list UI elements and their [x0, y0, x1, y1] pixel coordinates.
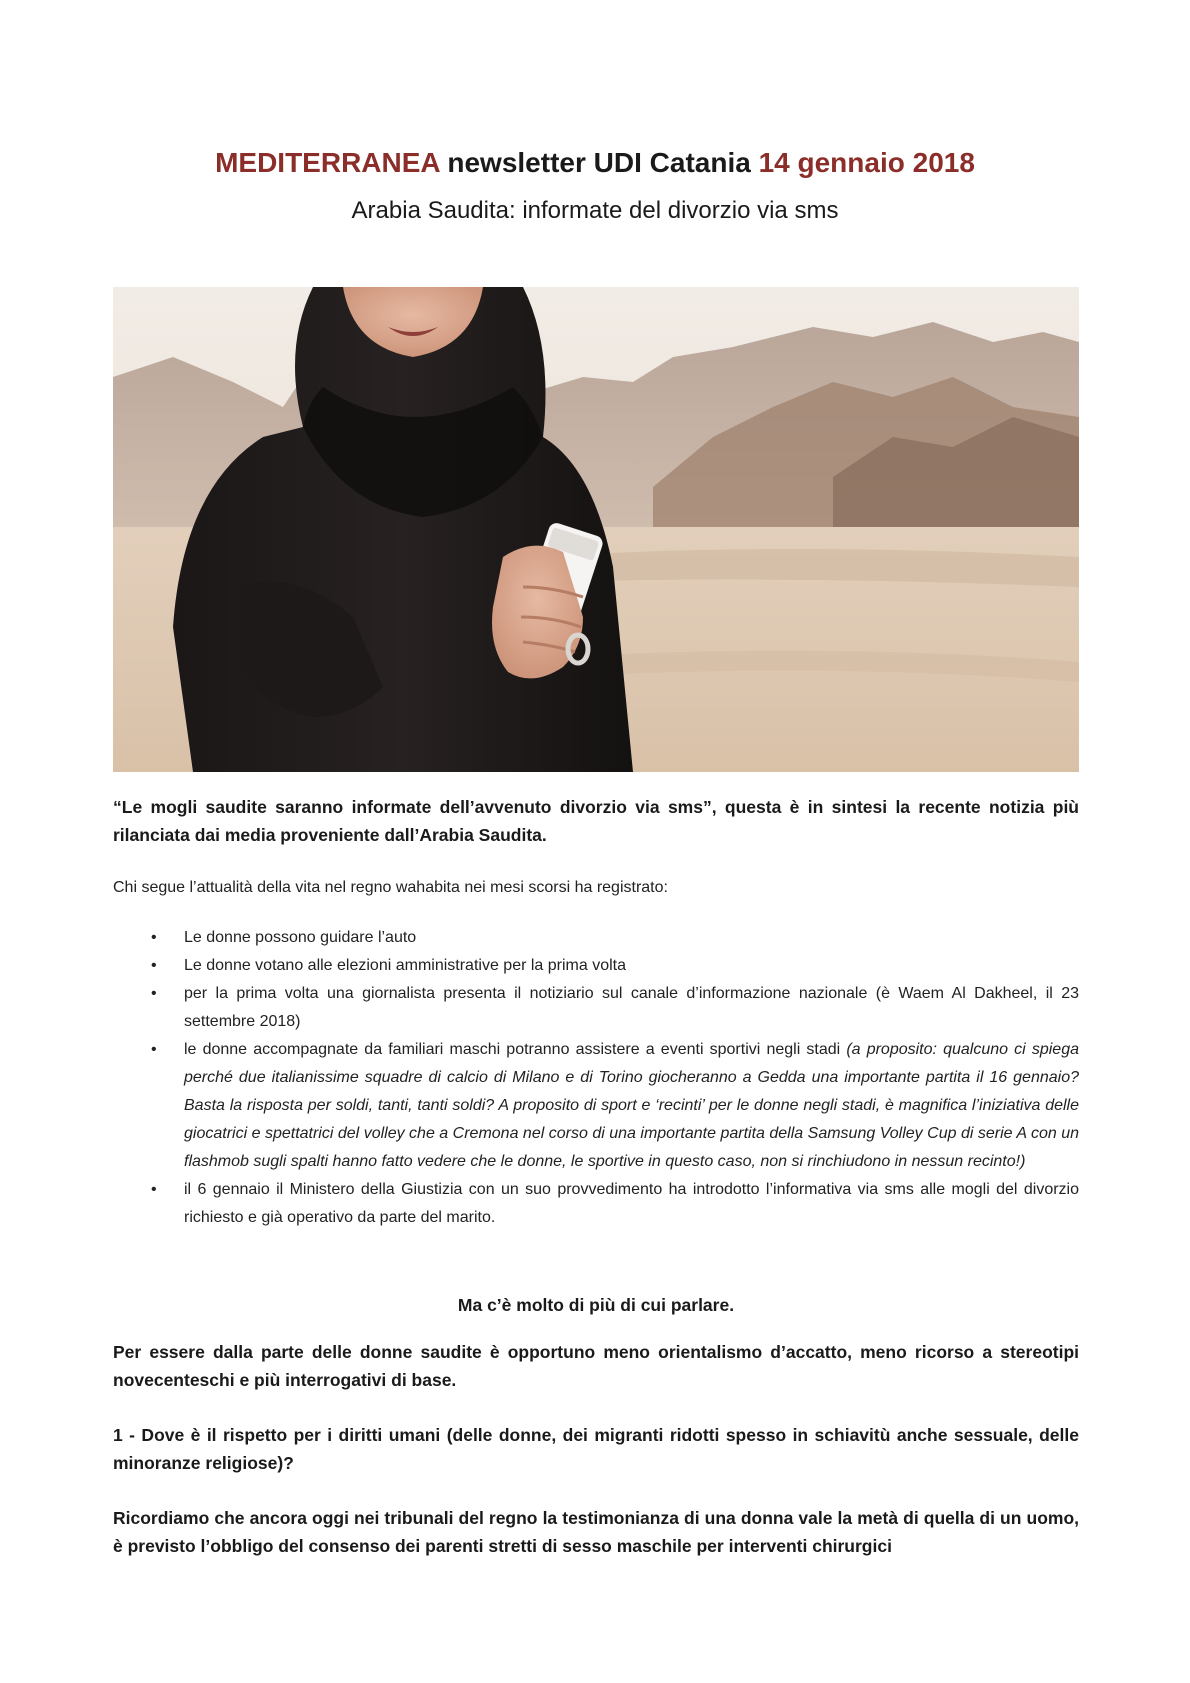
paragraph: Per essere dalla parte delle donne saudite è opportuno meno orientalismo d’accatto, meno ricorso a stereotipi novecenteschi e più interrogativi di base. [113, 1342, 1079, 1390]
newsletter-headline [0, 146, 1190, 180]
list-item [113, 1176, 1079, 1232]
paragraph: 1 - Dove è il rispetto per i diritti umani (delle donne, dei migranti ridotti spesso in schiavitù anche sessuale, delle minoranze religiose)? [113, 1425, 1079, 1473]
article-lead: “Le mogli saudite saranno informate dell’avvenuto divorzio via sms”, questa è in sintesi la recente notizia più rilanciata dai media proveniente dall’Arabia Saudita. [113, 797, 1079, 845]
bullet-icon: • [151, 957, 157, 974]
paragraph: Ricordiamo che ancora oggi nei tribunali del regno la testimonianza di una donna vale la metà di quella di un uomo, è previsto l’obbligo del consenso dei parenti stretti di sesso maschile per interventi chirurgici [113, 1508, 1079, 1556]
section-callout: Ma c’è molto di più di cui parlare. [457, 1295, 735, 1315]
bullet-icon: • [151, 985, 157, 1002]
list-item [113, 980, 1079, 1036]
list-item [113, 952, 1079, 980]
article-intro: Chi segue l’attualità della vita nel regno wahabita nei mesi scorsi ha registrato: [113, 879, 668, 896]
list-item [113, 924, 1079, 952]
article-photo [113, 287, 1079, 772]
list-item-text: per la prima volta una giornalista presenta il notiziario sul canale d’informazione nazionale (è Waem Al Dakheel, il 23 settembre 2018) [184, 985, 1079, 1030]
list-item [113, 1036, 1079, 1176]
bullet-icon: • [151, 1181, 157, 1198]
list-item-text: il 6 gennaio il Ministero della Giustizia con un suo provvedimento ha introdotto l’informativa via sms alle mogli del divorzio richiesto e già operativo da parte del marito. [184, 1181, 1079, 1226]
article-title: Arabia Saudita: informate del divorzio via sms [351, 197, 839, 224]
bullet-list [113, 924, 1079, 1232]
list-item-text: le donne accompagnate da familiari maschi potranno assistere a eventi sportivi negli stadi [184, 1041, 847, 1058]
newsletter-name: newsletter UDI Catania [439, 147, 759, 178]
list-item-aside: (a proposito: qualcuno ci spiega perché due italianissime squadre di calcio di Milano e di Torino giocheranno a Gedda una importante partita il 16 gennaio? Basta la risposta per soldi, tanti, tanti soldi? A proposito di sport e ‘recinti’ per le donne negli stadi, è magnifica l’iniziativa delle giocatrici e spettatrici del volley che a Cremona nel corso di una importante partita della Samsung Volley Cup di serie A con un flashmob sugli spalti hanno fatto vedere che le donne, le sportive in questo caso, non si rinchiudono in nessun recinto!) [184, 1041, 1080, 1170]
bullet-icon: • [151, 929, 157, 946]
bullet-icon: • [151, 1041, 157, 1058]
woman-with-phone-illustration [113, 287, 1079, 772]
newsletter-date: 14 gennaio 2018 [758, 147, 975, 178]
list-item-text: Le donne possono guidare l’auto [184, 929, 417, 946]
list-item-text: Le donne votano alle elezioni amministrative per la prima volta [184, 957, 627, 974]
newsletter-brand: MEDITERRANEA [215, 147, 440, 178]
